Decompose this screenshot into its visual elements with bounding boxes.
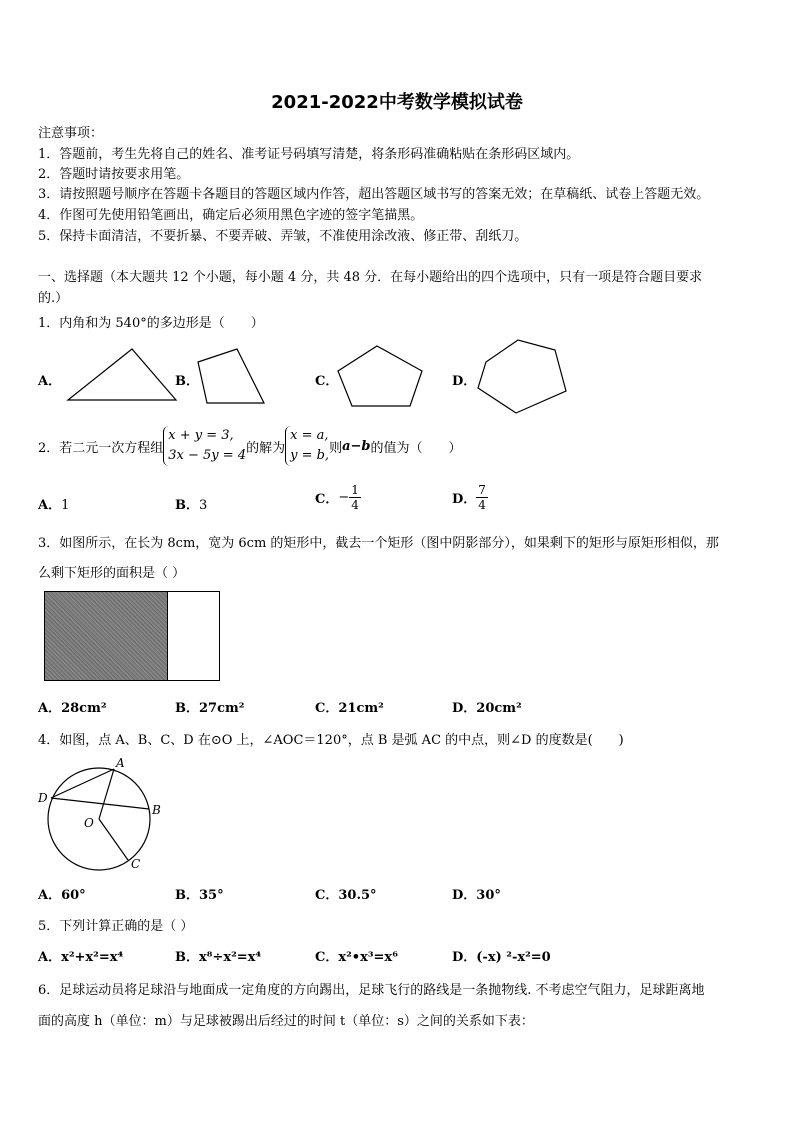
q4-circle-figure [30,752,170,874]
q2-option-d-label: D． [452,492,477,507]
q4-option-c: C．30.5° [315,888,377,903]
q2-option-c [315,483,361,512]
q2-option-b-value: 3 [199,498,208,513]
q5-option-c: C．x²•x³=x⁶ [315,950,398,965]
point-a-label: A [116,756,125,770]
chord-db [51,798,149,809]
page-title: 2021-2022中考数学模拟试卷 [271,92,523,113]
q2-option-b [175,494,207,513]
q2-option-d-fraction [476,483,488,512]
pentagon-shape [338,346,422,406]
q3-stem-line2: 么剩下矩形的面积是（ ） [38,566,186,581]
point-d-label: D [38,791,48,805]
radius-oc [99,819,128,860]
q3-option-c: C．21cm² [315,701,384,716]
q3-option-a: A．28cm² [38,701,107,716]
q1-triangle-figure [60,345,180,405]
point-c-label: C [131,857,141,871]
q2-option-b-label: B． [175,498,199,513]
hexagon-shape [478,340,566,413]
q1-option-a-label: A． [38,374,62,389]
q4-stem: 4．如图，点 A、B、C、D 在⊙O 上，∠AOC＝120°，点 B 是弧 AC 的中点，则∠D 的度数是( ) [38,733,624,748]
chord-da [51,769,114,798]
q1-option-c-label: C． [315,374,339,389]
q2-mid: 的解为 [246,440,286,456]
q5-option-d: D．(-x) ²-x²=0 [452,950,551,965]
q5-stem: 5．下列计算正确的是（ ） [38,919,194,934]
q2-option-c-label: C． [315,492,339,507]
q2-option-a [38,494,69,513]
q2-expression: a−b [342,438,371,454]
q2-solution-system [285,426,329,466]
q2-eq1: x + y = 3, [168,428,234,443]
q6-stem-line2: 面的高度 h（单位：m）与足球被踢出后经过的时间 t（单位：s）之间的关系如下表： [38,1014,534,1029]
notice-item-3: 3．请按照题号顺序在答题卡各题目的答题区域内作答，超出答题区域书写的答案无效；在草稿纸、试卷上答题无效。 [38,187,710,202]
q2-stem [38,426,462,466]
q2-option-a-value: 1 [61,498,70,513]
notice-item-2: 2．答题时请按要求用笔。 [38,167,190,182]
q4-option-d: D．30° [452,888,501,903]
point-o-label: O [84,816,94,830]
q2-sol1: x = a, [290,428,329,443]
q1-pentagon-figure [335,344,425,410]
q2-option-d [452,483,488,512]
fraction-numerator: 7 [478,483,486,497]
q1-stem: 1．内角和为 540°的多边形是（ ） [38,316,264,331]
q2-sol2: y = b, [290,448,330,463]
q2-option-c-fraction [349,483,361,512]
quadrilateral-shape [198,349,264,403]
q1-quadrilateral-figure [195,345,270,410]
fraction-numerator: 1 [351,483,359,497]
q2-suffix: 的值为（ ） [370,440,462,456]
fraction-denominator: 4 [478,498,486,512]
q1-hexagon-figure [474,338,570,420]
q3-option-d: D．20cm² [452,701,522,716]
q2-eq2: 3x − 5y = 4 [168,448,247,463]
q4-option-a: A．60° [38,888,86,903]
triangle-shape [68,349,176,400]
q2-tail: 则 [329,440,343,456]
q1-option-b-label: B． [175,374,199,389]
q1-option-d-label: D． [452,374,477,389]
notice-item-5: 5．保持卡面清洁，不要折暴、不要弄破、弄皱，不准使用涂改液、修正带、刮纸刀。 [38,229,528,244]
section-heading-line2: 的.） [38,291,69,306]
q5-option-a: A．x²+x²=x⁴ [38,950,124,965]
fraction-denominator: 4 [351,498,359,512]
radius-oa [99,769,114,819]
q2-equation-system [163,426,246,466]
q6-stem-line1: 6．足球运动员将足球沿与地面成一定角度的方向踢出，足球飞行的路线是一条抛物线. 不考虑空气阻力，足球距离地 [38,983,705,998]
notice-heading: 注意事项： [38,126,104,141]
q2-option-c-sign: − [338,490,350,505]
q2-prefix: 2．若二元一次方程组 [38,440,164,456]
q5-option-b: B．x⁸÷x²=x⁴ [175,950,262,965]
notice-item-4: 4．作图可先使用铅笔画出，确定后必须用黑色字迹的签字笔描黑。 [38,208,424,223]
q3-stem-line1: 3．如图所示，在长为 8cm，宽为 6cm 的矩形中，截去一个矩形（图中阴影部分），如果剩下的矩形与原矩形相似，那 [38,536,719,551]
q3-option-b: B．27cm² [175,701,245,716]
shaded-rectangle [45,592,168,680]
section-heading-line1: 一、选择题（本大题共 12 个小题，每小题 4 分，共 48 分．在每小题给出的四个选项中，只有一项是符合题目要求 [38,270,703,285]
notice-item-1: 1．答题前，考生先将自己的姓名、准考证号码填写清楚，将条形码准确粘贴在条形码区域内。 [38,147,580,162]
q4-option-b: B．35° [175,888,224,903]
q3-rectangle-figure [44,591,220,681]
point-b-label: B [152,803,161,817]
q2-option-a-label: A． [38,498,62,513]
